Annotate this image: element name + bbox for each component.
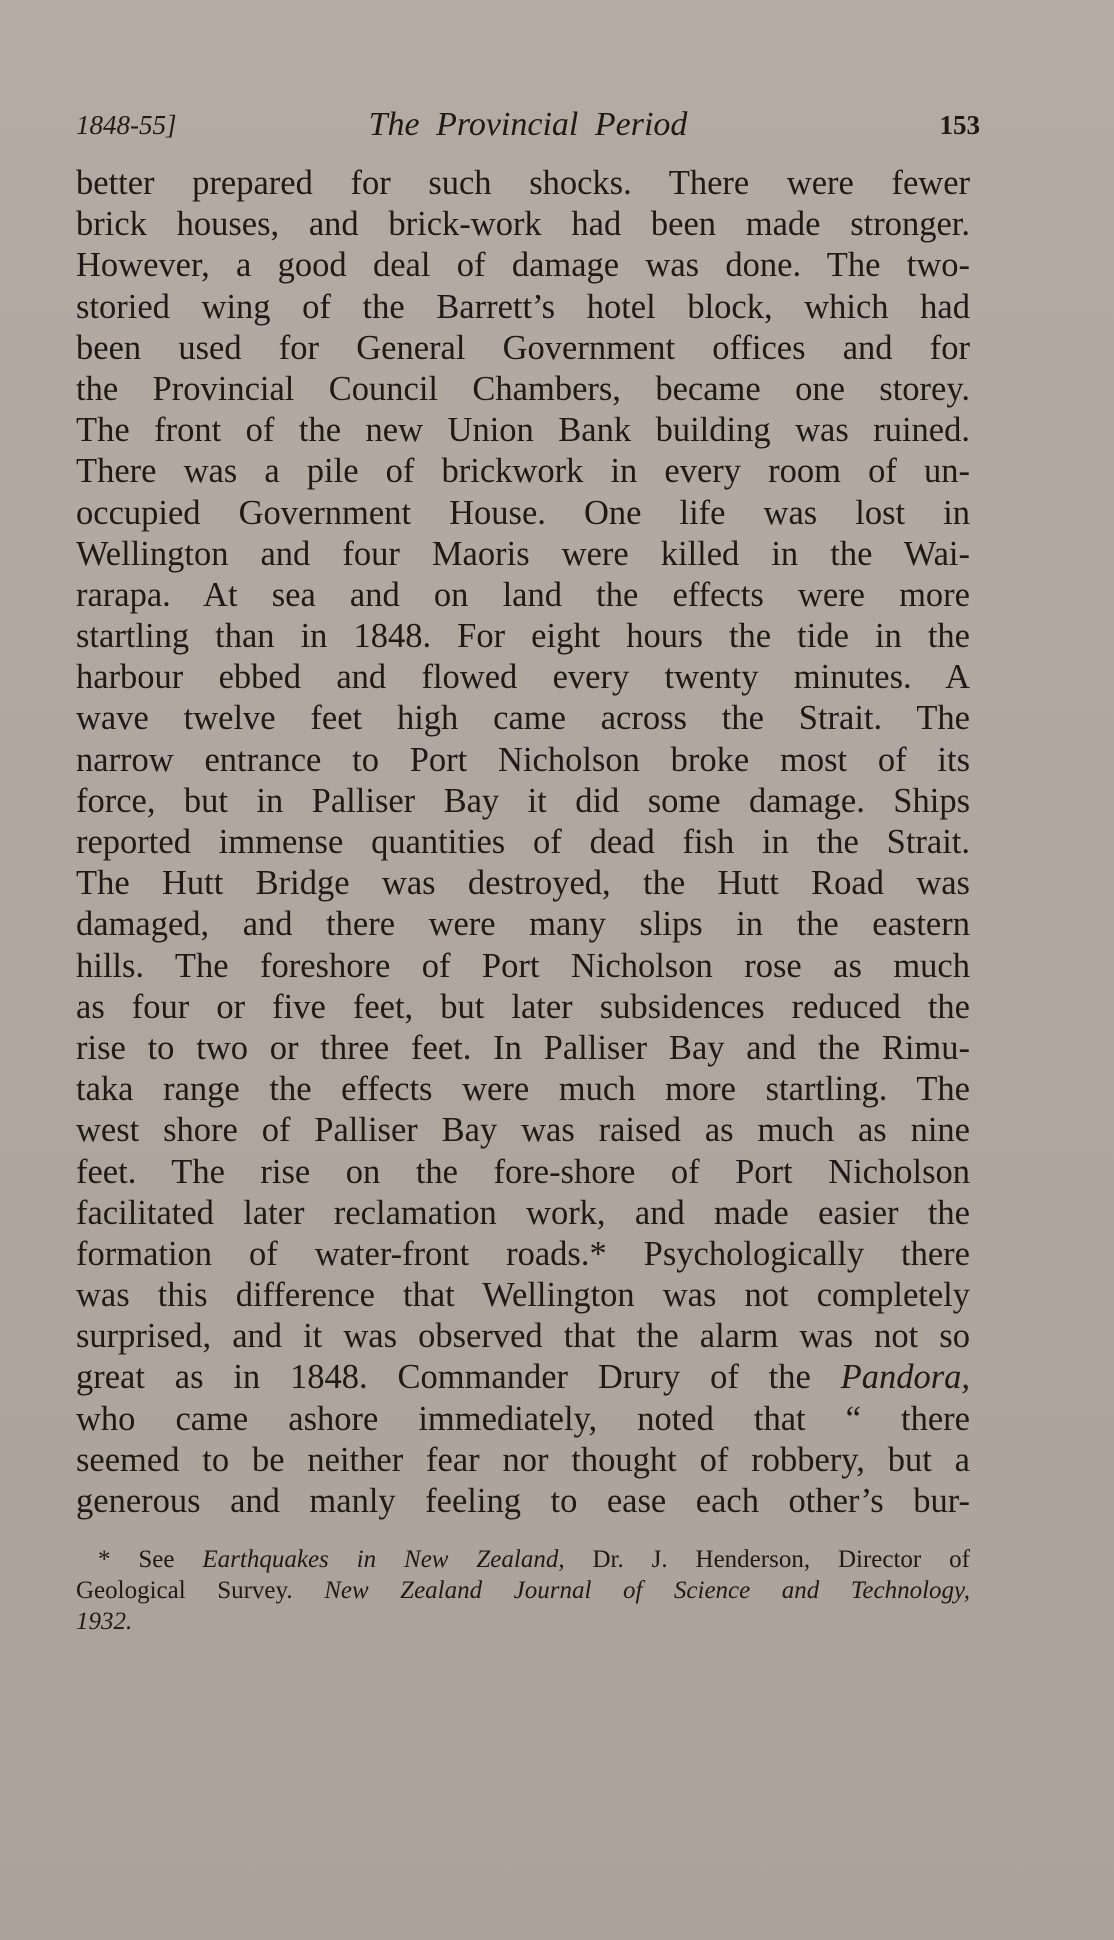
text-line: There was a pile of brickwork in every room of un-: [76, 452, 970, 491]
text-line: generous and manly feeling to ease each other’s bur-: [76, 1482, 970, 1520]
text-line: The Hutt Bridge was destroyed, the Hutt Road was: [76, 864, 970, 903]
text-line: surprised, and it was observed that the alarm was not so: [76, 1317, 970, 1356]
footnote-source: Geological Survey.: [76, 1577, 293, 1604]
text-line: better prepared for such shocks. There were fewer: [76, 164, 970, 202]
text-line: Wellington and four Maoris were killed in the Wai-: [76, 534, 970, 573]
footnote-line: [76, 1575, 970, 1606]
text-line: been used for General Government offices and for: [76, 328, 970, 367]
body-text: [76, 163, 970, 1522]
text-line: seemed to be neither fear nor thought of robbery, but a: [76, 1440, 970, 1479]
text-line: reported immense quantities of dead fish in the Strait.: [76, 823, 970, 861]
text-line: rise to two or three feet. In Palliser Bay and the Rimu-: [76, 1028, 970, 1067]
text-line: formation of water-front roads.* Psychologically there: [76, 1234, 970, 1273]
ship-name: Pandora,: [840, 1358, 970, 1397]
text-line: wave twelve feet high came across the Strait. The: [76, 699, 970, 738]
text-line-part: great as in 1848. Commander Drury of the: [76, 1358, 811, 1397]
text-line: who came ashore immediately, noted that “ there: [76, 1399, 970, 1438]
footnote-author: Dr. J. Henderson, Director of: [592, 1546, 970, 1573]
footnote: [76, 1544, 970, 1637]
text-line: storied wing of the Barrett’s hotel block, which had: [76, 287, 970, 326]
text-line-with-ship-name: [76, 1357, 970, 1398]
running-header: [76, 100, 980, 150]
text-line: startling than in 1848. For eight hours the tide in the: [76, 617, 970, 656]
text-line: taka range the effects were much more startling. The: [76, 1070, 970, 1109]
footnote-title: Earthquakes in New Zealand,: [202, 1546, 565, 1573]
text-line: force, but in Palliser Bay it did some damage. Ships: [76, 781, 970, 820]
text-line: the Provincial Council Chambers, became one storey.: [76, 369, 970, 408]
text-line: The front of the new Union Bank building was ruined.: [76, 411, 970, 450]
header-chapter-title: The Provincial Period: [368, 106, 688, 143]
header-date-range: 1848-55]: [76, 110, 177, 140]
text-line: was this difference that Wellington was not completely: [76, 1276, 970, 1315]
text-line: feet. The rise on the fore-shore of Port Nicholson: [76, 1152, 970, 1191]
text-line: brick houses, and brick-work had been made stronger.: [76, 205, 970, 244]
text-line: narrow entrance to Port Nicholson broke most of its: [76, 740, 970, 779]
page-number: 153: [939, 110, 980, 140]
text-line: hills. The foreshore of Port Nicholson rose as much: [76, 946, 970, 985]
text-line: However, a good deal of damage was done. The two-: [76, 246, 970, 285]
text-line: harbour ebbed and flowed every twenty minutes. A: [76, 658, 970, 697]
text-line: facilitated later reclamation work, and made easier the: [76, 1193, 970, 1232]
text-line: as four or five feet, but later subsidences reduced the: [76, 987, 970, 1026]
text-line: damaged, and there were many slips in the eastern: [76, 905, 970, 944]
text-line: rarapa. At sea and on land the effects were more: [76, 575, 970, 614]
text-line: west shore of Palliser Bay was raised as much as nine: [76, 1111, 970, 1150]
footnote-journal: New Zealand Journal of Science and Technology,: [324, 1577, 971, 1604]
footnote-year: 1932.: [76, 1608, 133, 1635]
text-line: occupied Government House. One life was lost in: [76, 493, 970, 532]
footnote-line: [76, 1544, 970, 1575]
footnote-line: [76, 1606, 970, 1637]
footnote-marker: * See: [98, 1546, 175, 1573]
